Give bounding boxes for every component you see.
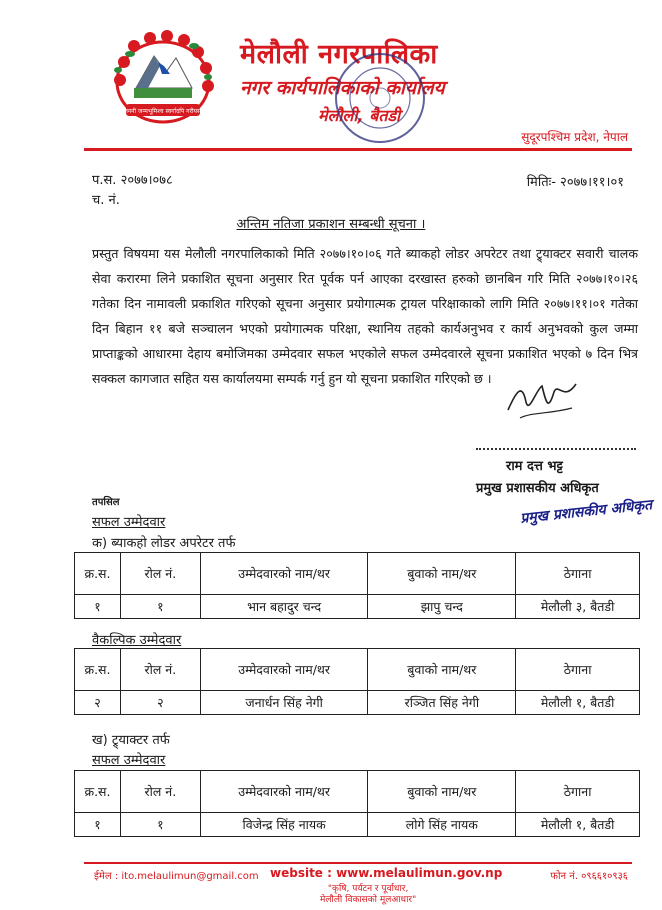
table-header-row	[75, 553, 640, 595]
alternate-candidates-label: वैकल्पिक उम्मेदवार	[92, 633, 182, 648]
col-father-name: बुवाको नाम/थर	[368, 649, 516, 691]
notice-heading-text: अन्तिम नतिजा प्रकाशन सम्बन्धी सूचना ।	[236, 217, 426, 232]
col-roll: रोल नं.	[120, 553, 200, 595]
section-b-title: ख) ट्र्याक्टर तर्फ	[92, 733, 170, 748]
cell-roll: २	[120, 691, 200, 715]
col-roll: रोल नं.	[120, 771, 200, 813]
cell-address: मेलौली १, बैतडी	[516, 813, 640, 837]
alternate-candidates-table	[74, 648, 640, 715]
office-stamp-icon	[330, 48, 430, 148]
candidates-table-b	[74, 770, 640, 837]
svg-text:जननी जन्मभूमिश्च स्वर्गादपि गर: जननी जन्मभूमिश्च स्वर्गादपि गरीयसी	[123, 108, 203, 115]
success-candidates-label-b: सफल उम्मेदवार	[92, 753, 166, 768]
cell-serial: १	[75, 813, 121, 837]
office-location: मेलौली, बैतडी	[318, 106, 401, 125]
letter-date: मितिः- २०७७।११।०१	[526, 175, 624, 190]
footer-divider	[84, 862, 632, 864]
cell-roll: १	[120, 813, 200, 837]
municipality-title: मेलौली नगरपालिका	[240, 39, 438, 70]
reference-number: प.स. २०७७।०७८	[92, 173, 173, 188]
col-candidate-name: उम्मेदवारको नाम/थर	[200, 649, 368, 691]
notice-heading	[0, 214, 662, 232]
signer-name: राम दत्त भट्ट	[506, 459, 563, 474]
table-header-row	[75, 649, 640, 691]
cell-roll: १	[120, 595, 200, 619]
cell-candidate-name: विजेन्द्र सिंह नायक	[200, 813, 368, 837]
col-serial: क्र.स.	[75, 553, 121, 595]
cell-father-name: रञ्जित सिंह नेगी	[368, 691, 516, 715]
footer-website: website : www.melaulimun.gov.np	[270, 866, 503, 880]
designation-seal: प्रमुख प्रशासकीय अधिकृत	[519, 497, 653, 527]
dispatch-number: च. नं.	[92, 193, 120, 208]
candidates-table-a	[74, 552, 640, 619]
cell-address: मेलौली ३, बैतडी	[516, 595, 640, 619]
province-label: सुदूरपश्चिम प्रदेश, नेपाल	[521, 130, 628, 144]
table-row	[75, 813, 640, 837]
col-address: ठेगाना	[516, 771, 640, 813]
table-header-row	[75, 771, 640, 813]
footer-slogan	[320, 884, 416, 906]
header-divider	[84, 148, 632, 151]
col-father-name: बुवाको नाम/थर	[368, 771, 516, 813]
success-candidates-label-a: सफल उम्मेदवार	[92, 515, 166, 530]
table-row	[75, 595, 640, 619]
table-row	[75, 691, 640, 715]
signature-line	[476, 448, 636, 450]
col-candidate-name: उम्मेदवारको नाम/थर	[200, 553, 368, 595]
schedule-label: तपसिल	[92, 497, 120, 508]
cell-candidate-name: भान बहादुर चन्द	[200, 595, 368, 619]
cell-address: मेलौली १, बैतडी	[516, 691, 640, 715]
col-father-name: बुवाको नाम/थर	[368, 553, 516, 595]
footer-phone: फोन नं. ०९६६१०९३६	[550, 871, 628, 882]
slogan-line-1: "कृषि, पर्यटन र पूर्वाधार,	[327, 884, 409, 894]
municipality-emblem-icon	[104, 22, 222, 130]
cell-serial: १	[75, 595, 121, 619]
cell-father-name: लोगे सिंह नायक	[368, 813, 516, 837]
section-a-title: क) ब्याकहो लोडर अपरेटर तर्फ	[92, 536, 236, 551]
cell-father-name: झापु चन्द	[368, 595, 516, 619]
footer-email: ईमेल : ito.melaulimun@gmail.com	[94, 871, 259, 882]
col-candidate-name: उम्मेदवारको नाम/थर	[200, 771, 368, 813]
col-address: ठेगाना	[516, 553, 640, 595]
cell-candidate-name: जनार्धन सिंह नेगी	[200, 691, 368, 715]
cell-serial: २	[75, 691, 121, 715]
col-serial: क्र.स.	[75, 649, 121, 691]
slogan-line-2: मेलौली विकासको मूलआधार"	[320, 895, 417, 905]
notice-body: प्रस्तुत विषयमा यस मेलौली नगरपालिकाको मिति २०७७।१०।०६ गते ब्याकहो लोडर अपरेटर तथा ट्र्याक्टर सवारी चालक सेवा करारमा लिने प्रकाशित सूचना अनुसार रित पूर्वक पर्न आएका दरखास्त हरुको छानबिन गरि मिति २०७७।१०।२६ गतेका दिन नामावली प्रकाशित गरिएको सूचना अनुसार प्रयोगात्मक ट्रायल परिक्षाकाको लागि मिति २०७७।११।०१ गतेका दिन बिहान ११ बजे सञ्चालन भएको प्रयोगात्मक परिक्षा, स्थानिय तहको कार्यअनुभव र कार्य अनुभवको कुल जम्मा प्राप्ताङ्कको आधारमा देहाय बमोजिमका उम्मेदवार सफल भएकोले सफल उम्मेदवारले सूचना प्रकाशित भएको ७ दिन भित्र सक्कल कागजात सहित यस कार्यालयमा सम्पर्क गर्नु हुन यो सूचना प्रकाशित गरिएको छ ।	[92, 246, 638, 386]
col-address: ठेगाना	[516, 649, 640, 691]
col-roll: रोल नं.	[120, 649, 200, 691]
office-subtitle: नगर कार्यपालिकाको कार्यालय	[240, 77, 445, 99]
col-serial: क्र.स.	[75, 771, 121, 813]
handwritten-signature-icon	[502, 372, 582, 422]
signer-designation: प्रमुख प्रशासकीय अधिकृत	[476, 481, 599, 496]
